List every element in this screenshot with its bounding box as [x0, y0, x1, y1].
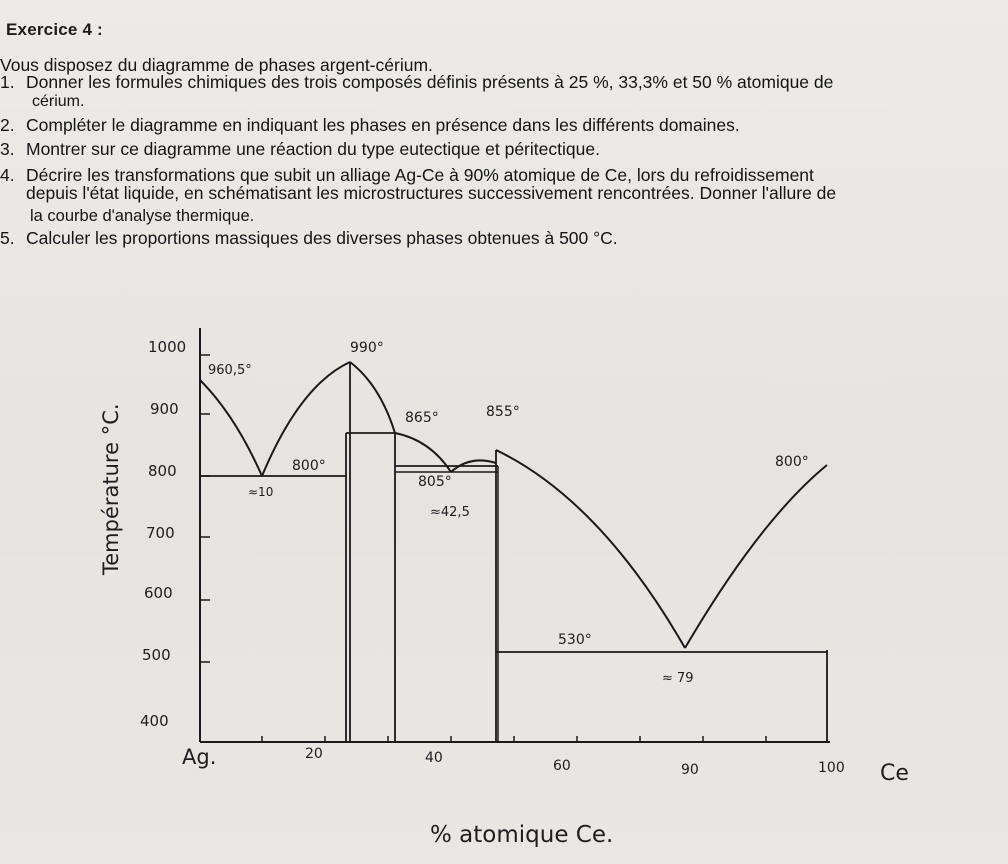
question-number: 1.	[0, 72, 15, 92]
annotation-peritectic-2: 855°	[486, 404, 520, 420]
y-axis-label: Température °C.	[99, 403, 123, 575]
x-axis-label: % atomique Ce.	[430, 822, 614, 848]
y-tick-marks	[200, 355, 210, 662]
x-left-label: Ag.	[182, 745, 217, 769]
question-1-continued: cérium.	[32, 93, 85, 110]
question-2	[0, 115, 740, 136]
annotation-compound-max: 990°	[350, 340, 384, 356]
annotation-eutectic-1-comp: ≈10	[248, 485, 274, 499]
x-tick-label: 60	[553, 758, 571, 774]
y-tick-label: 800	[148, 462, 177, 480]
y-tick-label: 900	[150, 400, 179, 418]
question-number: 2.	[0, 115, 15, 135]
liquidus-compound-1-right	[350, 362, 395, 433]
question-1	[0, 72, 833, 93]
question-5	[0, 228, 618, 249]
question-text: Calculer les proportions massiques des diverses phases obtenues à 500 °C.	[26, 228, 618, 248]
exercise-title: Exercice 4 :	[6, 20, 103, 39]
question-text: depuis l'état liquide, en schématisant les microstructures successivement rencontrées. Donner l'allure de	[26, 183, 837, 203]
annotation-eutectic-2-comp: ≈42,5	[430, 505, 470, 520]
annotation-ag-melting: 960,5°	[208, 363, 252, 378]
x-right-label: Ce	[880, 761, 909, 786]
question-text: Compléter le diagramme en indiquant les phases en présence dans les différents domaines.	[26, 115, 740, 135]
question-4-continued-2: la courbe d'analyse thermique.	[30, 207, 255, 225]
liquidus-ce-side	[685, 465, 827, 648]
annotation-peritectic-1: 865°	[405, 410, 439, 426]
exercise-intro: Vous disposez du diagramme de phases argent-cérium.	[0, 55, 433, 75]
annotation-eutectic-2: 805°	[418, 474, 452, 490]
y-tick-label: 700	[146, 524, 175, 542]
question-3	[0, 139, 600, 160]
liquidus-ag-side	[200, 380, 262, 476]
x-tick-label: 40	[425, 750, 443, 766]
x-tick-label: 20	[305, 746, 323, 762]
x-tick-label: 100	[818, 760, 845, 776]
annotation-ce-melting: 800°	[775, 454, 809, 470]
question-4-continued	[0, 183, 836, 204]
y-tick-label: 600	[144, 584, 173, 602]
question-text: Donner les formules chimiques des trois composés définis présents à 25 %, 33,3% et 50 % atomique de	[26, 72, 834, 92]
phase-diagram	[0, 290, 1008, 864]
question-number: 3.	[0, 139, 15, 159]
question-number: 4.	[0, 165, 15, 185]
x-tick-label: 90	[681, 762, 699, 778]
question-number: 5.	[0, 228, 15, 248]
liquidus-to-eutectic-3	[496, 450, 685, 648]
y-tick-label: 1000	[148, 338, 187, 356]
question-text: Montrer sur ce diagramme une réaction du type eutectique et péritectique.	[26, 139, 600, 159]
question-text: Décrire les transformations que subit un alliage Ag-Ce à 90% atomique de Ce, lors du refroidissement	[26, 165, 814, 185]
annotation-eutectic-3: 530°	[558, 632, 592, 648]
y-tick-label: 500	[142, 646, 171, 664]
annotation-eutectic-1: 800°	[292, 458, 326, 474]
annotation-eutectic-3-comp: ≈ 79	[662, 671, 694, 686]
y-tick-label: 400	[140, 712, 169, 730]
